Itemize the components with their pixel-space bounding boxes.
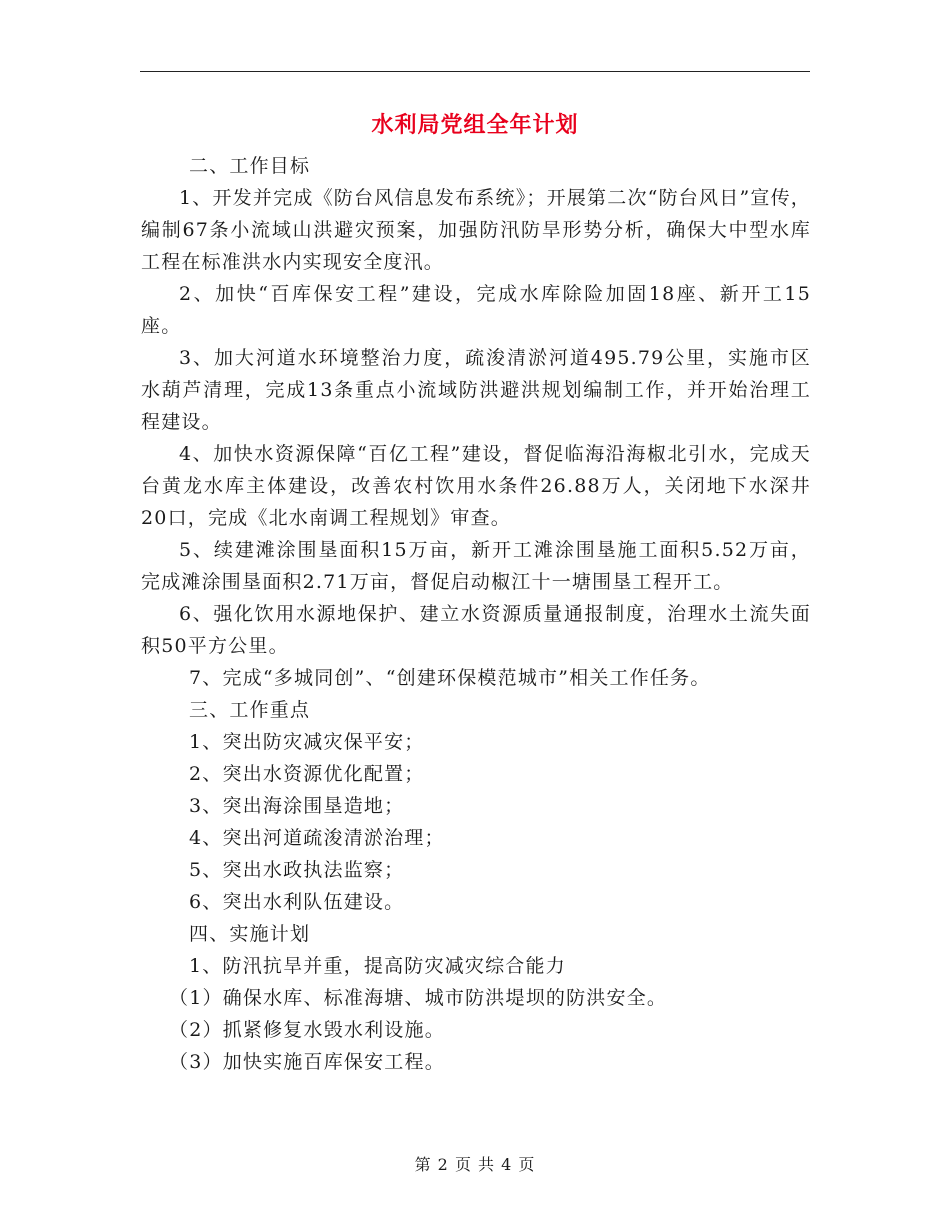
goal-item-2: 2、加快“百库保安工程”建设，完成水库除险加固18座、新开工15座。: [141, 283, 811, 337]
section-heading-goals: 二、工作目标: [189, 155, 311, 177]
header-rule: [140, 71, 810, 72]
goal-item-4: 4、加快水资源保障“百亿工程”建设，督促临海沿海椒北引水，完成天台黄龙水库主体建设，改善农村饮用水条件26.88万人，关闭地下水深井20口，完成《北水南调工程规划》审查。: [141, 443, 811, 529]
goal-item-5: 5、续建滩涂围垦面积15万亩，新开工滩涂围垦施工面积5.52万亩，完成滩涂围垦面积2.71万亩，督促启动椒江十一塘围垦工程开工。: [141, 539, 811, 593]
focus-item-1: 1、突出防灾减灾保平安；: [189, 731, 425, 753]
goal-item-1: 1、开发并完成《防台风信息发布系统》；开展第二次“防台风日”宣传，编制67条小流域山洪避灾预案，加强防汛防旱形势分析，确保大中型水库工程在标准洪水内实现安全度汛。: [141, 187, 811, 273]
plan-subitem-2: （2）抓紧修复水毁水利设施。: [169, 1019, 445, 1041]
plan-subitem-3: （3）加快实施百库保安工程。: [169, 1051, 445, 1073]
goal-item-7: 7、完成“多城同创”、“创建环保模范城市”相关工作任务。: [189, 667, 711, 689]
plan-item-1: 1、防汛抗旱并重，提高防灾减灾综合能力: [189, 955, 566, 977]
focus-item-5: 5、突出水政执法监察；: [189, 859, 405, 881]
focus-item-4: 4、突出河道疏浚清淤治理；: [189, 827, 445, 849]
focus-item-2: 2、突出水资源优化配置；: [189, 763, 425, 785]
goal-item-6: 6、强化饮用水源地保护、建立水资源质量通报制度，治理水土流失面积50平方公里。: [141, 603, 811, 657]
page-number: 第 2 页 共 4 页: [414, 1155, 536, 1174]
document-body: [141, 150, 811, 1078]
section-heading-plan: 四、实施计划: [189, 923, 311, 945]
plan-subitem-1: （1）确保水库、标准海塘、城市防洪堤坝的防洪安全。: [169, 987, 668, 1009]
document-title: 水利局党组全年计划: [371, 113, 579, 138]
focus-item-6: 6、突出水利队伍建设。: [189, 891, 405, 913]
focus-item-3: 3、突出海涂围垦造地；: [189, 795, 405, 817]
section-heading-focus: 三、工作重点: [189, 699, 311, 721]
goal-item-3: 3、加大河道水环境整治力度，疏浚清淤河道495.79公里，实施市区水葫芦清理，完成13条重点小流域防洪避洪规划编制工作，并开始治理工程建设。: [141, 347, 811, 433]
